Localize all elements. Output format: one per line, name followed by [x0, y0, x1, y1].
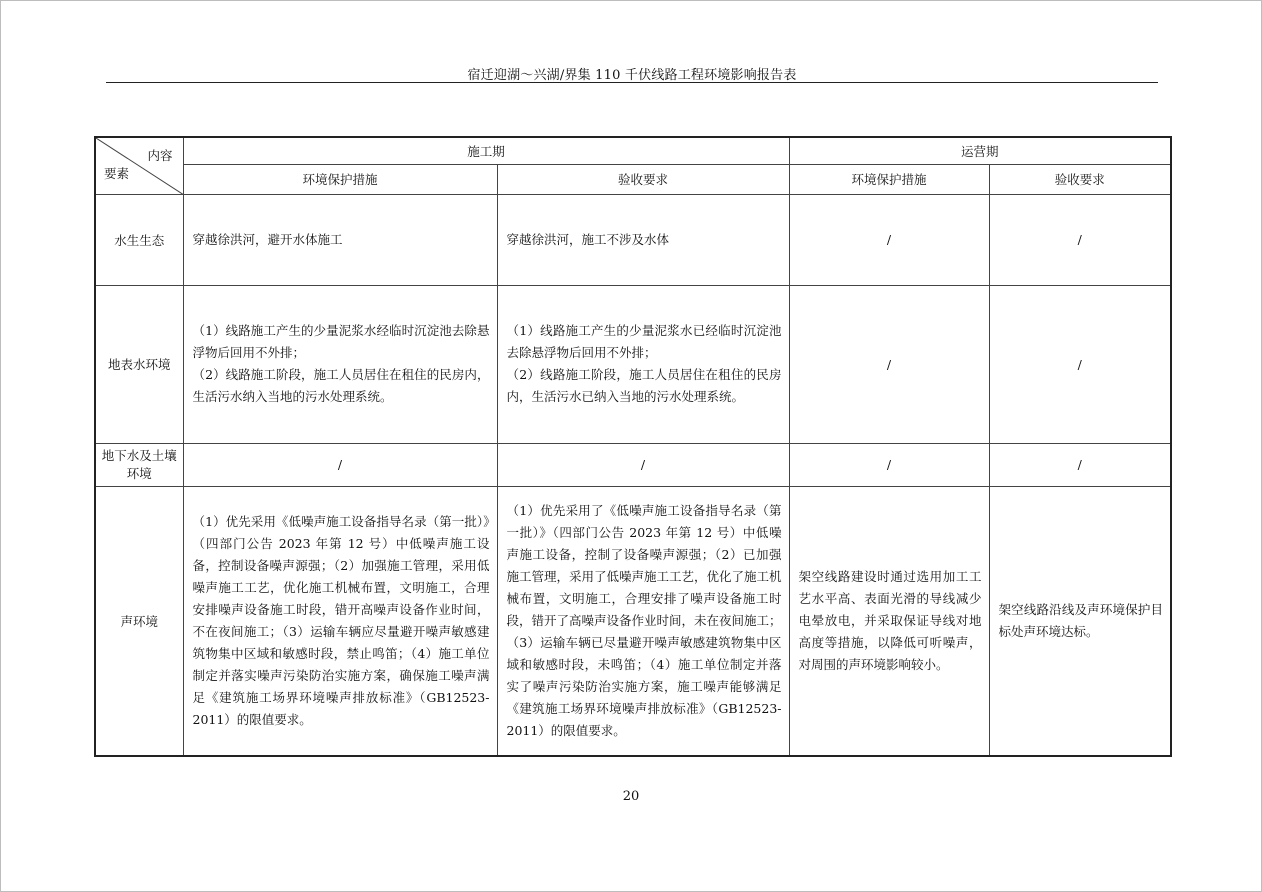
- cell-operation-measures: /: [789, 285, 989, 443]
- document-header-title: 宿迁迎湖～兴湖/界集 110 千伏线路工程环境影响报告表: [467, 68, 797, 83]
- row-element-label: 地表水环境: [95, 285, 183, 443]
- cell-operation-measures: 架空线路建设时通过选用加工工艺水平高、表面光滑的导线减少电晕放电，并采取保证导线对地高度等措施，以降低可听噪声，对周围的声环境影响较小。: [789, 486, 989, 756]
- table-group-header-row: [95, 137, 1171, 164]
- cell-operation-measures: /: [789, 194, 989, 285]
- cell-construction-acceptance: /: [497, 443, 789, 486]
- corner-label-element: 要素: [104, 166, 130, 181]
- cell-operation-measures: /: [789, 443, 989, 486]
- cell-construction-measures: （1）线路施工产生的少量泥浆水经临时沉淀池去除悬浮物后回用不外排； （2）线路施工阶段，施工人员居住在租住的民房内，生活污水纳入当地的污水处理系统。: [183, 285, 497, 443]
- header-rule: [106, 82, 1158, 83]
- cell-operation-acceptance: /: [989, 285, 1171, 443]
- cell-operation-acceptance: /: [989, 443, 1171, 486]
- subheader-construction-measures: 环境保护措施: [183, 164, 497, 194]
- subheader-operation-measures: 环境保护措施: [789, 164, 989, 194]
- cell-construction-measures: （1）优先采用《低噪声施工设备指导名录（第一批）》（四部门公告 2023 年第 12 号）中低噪声施工设备，控制设备噪声源强；（2）加强施工管理，采用低噪声施工工艺，优化施工机械布置，文明施工，合理安排噪声设备施工时段，错开高噪声设备作业时间，不在夜间施工；（3）运输车辆应尽量避开噪声敏感建筑物集中区域和敏感时段，禁止鸣笛；（4）施工单位制定并落实噪声污染防治实施方案，确保施工噪声满足《建筑施工场界环境噪声排放标准》（GB12523-2011）的限值要求。: [183, 486, 497, 756]
- subheader-construction-acceptance: 验收要求: [497, 164, 789, 194]
- table-row: [95, 443, 1171, 486]
- corner-header-cell: [95, 137, 183, 194]
- cell-construction-acceptance: （1）线路施工产生的少量泥浆水已经临时沉淀池去除悬浮物后回用不外排； （2）线路施工阶段，施工人员居住在租住的民房内，生活污水已纳入当地的污水处理系统。: [497, 285, 789, 443]
- page-number: 20: [622, 789, 640, 804]
- cell-construction-measures: /: [183, 443, 497, 486]
- cell-construction-acceptance: （1）优先采用了《低噪声施工设备指导名录（第一批）》（四部门公告 2023 年第 12 号）中低噪声施工设备，控制了设备噪声源强；（2）已加强施工管理，采用了低噪声施工工艺，优化了施工机械布置，文明施工，合理安排了噪声设备施工时段，错开了高噪声设备作业时间，未在夜间施工；（3）运输车辆已尽量避开噪声敏感建筑物集中区域和敏感时段，未鸣笛；（4）施工单位制定并落实了噪声污染防治实施方案，施工噪声能够满足《建筑施工场界环境噪声排放标准》（GB12523-2011）的限值要求。: [497, 486, 789, 756]
- row-element-label: 声环境: [95, 486, 183, 756]
- cell-construction-acceptance: 穿越徐洪河，施工不涉及水体: [497, 194, 789, 285]
- table-subheader-row: [95, 164, 1171, 194]
- table-row: [95, 194, 1171, 285]
- table-row: [95, 285, 1171, 443]
- subheader-operation-acceptance: 验收要求: [989, 164, 1171, 194]
- environmental-measures-table: [94, 136, 1172, 757]
- cell-operation-acceptance: /: [989, 194, 1171, 285]
- table-row: [95, 486, 1171, 756]
- cell-operation-acceptance: 架空线路沿线及声环境保护目标处声环境达标。: [989, 486, 1171, 756]
- row-element-label: 地下水及土壤环境: [95, 443, 183, 486]
- cell-construction-measures: 穿越徐洪河，避开水体施工: [183, 194, 497, 285]
- row-element-label: 水生生态: [95, 194, 183, 285]
- group-header-construction: 施工期: [183, 137, 789, 164]
- group-header-operation: 运营期: [789, 137, 1171, 164]
- corner-label-content: 内容: [147, 148, 173, 163]
